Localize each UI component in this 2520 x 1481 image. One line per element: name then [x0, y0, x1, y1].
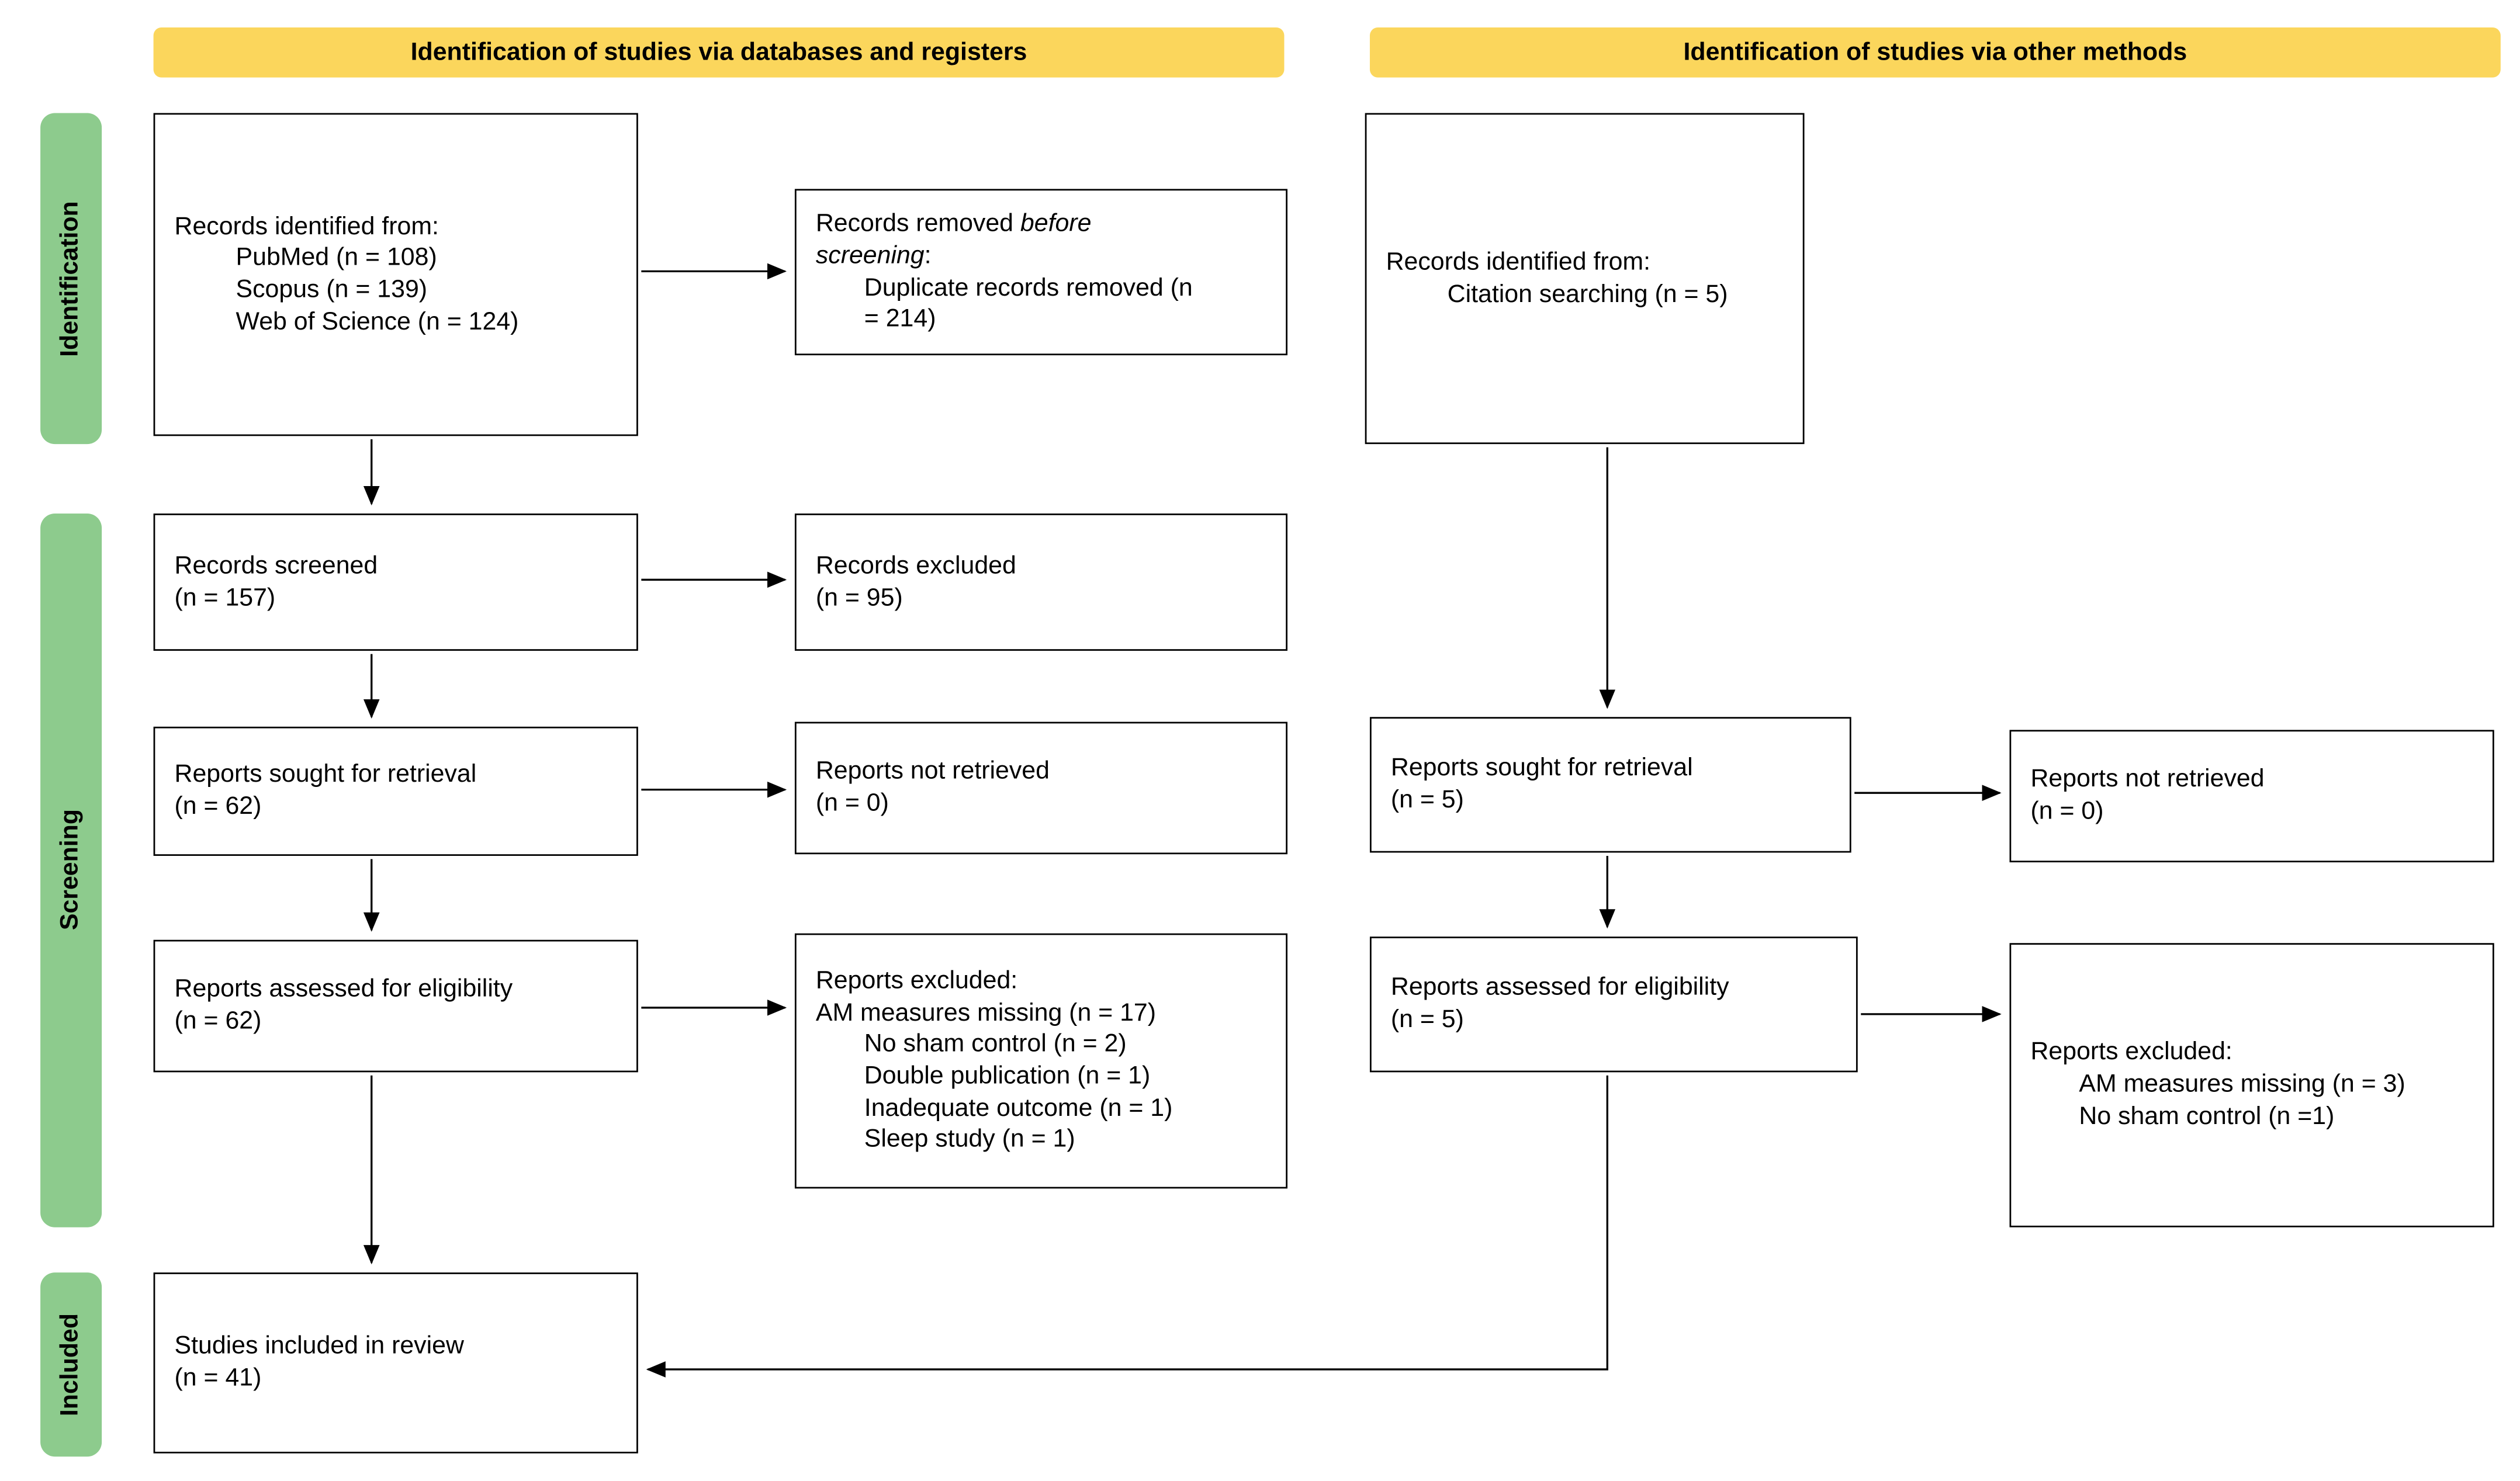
removal-item: Duplicate records removed (n = 214) — [864, 273, 1193, 333]
count: (n = 62) — [174, 793, 262, 821]
label: Studies included in review — [174, 1333, 464, 1361]
count: (n = 0) — [2030, 797, 2104, 826]
box-studies-included — [154, 1272, 638, 1454]
banner-other-methods: Identification of studies via other methods — [1370, 27, 2501, 78]
box-reports-sought-other — [1370, 717, 1851, 852]
source-item: PubMed (n = 108) — [236, 244, 437, 272]
count: (n = 157) — [174, 584, 276, 612]
count: (n = 41) — [174, 1364, 262, 1392]
label: Reports sought for retrieval — [174, 761, 477, 789]
box-records-screened — [154, 514, 638, 651]
box-records-identified-databases — [154, 113, 638, 436]
box-reports-excluded-other — [2010, 943, 2494, 1227]
box-records-removed-before-screening — [795, 189, 1287, 355]
box-reports-assessed-databases — [154, 940, 638, 1073]
count: (n = 0) — [815, 789, 889, 817]
title-suffix: : — [924, 242, 932, 270]
source-item: Scopus (n = 139) — [236, 276, 428, 304]
exclusion-reason: Sleep study (n = 1) — [864, 1126, 1075, 1154]
source-item: Web of Science (n = 124) — [236, 308, 519, 336]
source-item: Citation searching (n = 5) — [1447, 280, 1728, 308]
stage-label-identification: Identification — [40, 113, 102, 444]
label: Reports sought for retrieval — [1390, 754, 1693, 782]
banner-databases-registers: Identification of studies via databases and registers — [154, 27, 1285, 78]
exclusion-reason: No sham control (n = 2) — [864, 1031, 1127, 1059]
box-reports-not-retrieved-other — [2010, 730, 2494, 862]
box-title: Records identified from: — [174, 212, 439, 240]
label: Records screened — [174, 552, 378, 580]
box-title: Reports excluded: — [815, 967, 1018, 995]
box-reports-excluded-databases — [795, 934, 1287, 1189]
box-title: Reports excluded: — [2030, 1039, 2232, 1067]
box-records-identified-other — [1365, 113, 1805, 444]
box-reports-assessed-other — [1370, 937, 1858, 1072]
stage-label-screening: Screening — [40, 514, 102, 1227]
box-title: Records identified from: — [1386, 248, 1651, 276]
label: Reports not retrieved — [815, 758, 1050, 786]
title-emphasis: before screening — [815, 210, 1092, 270]
count: (n = 5) — [1390, 786, 1464, 814]
box-reports-sought-databases — [154, 727, 638, 856]
box-records-excluded — [795, 514, 1287, 651]
label: Reports assessed for eligibility — [174, 976, 513, 1004]
label: Records excluded — [815, 552, 1016, 580]
exclusion-reason: AM measures missing (n = 17) — [815, 999, 1157, 1027]
label: Reports assessed for eligibility — [1390, 974, 1729, 1002]
title-prefix: Records removed — [815, 210, 1020, 238]
count: (n = 95) — [815, 584, 903, 612]
stage-label-included: Included — [40, 1272, 102, 1456]
count: (n = 62) — [174, 1007, 262, 1035]
exclusion-reason: Inadequate outcome (n = 1) — [864, 1094, 1173, 1122]
box-reports-not-retrieved-databases — [795, 722, 1287, 855]
exclusion-reason: AM measures missing (n = 3) — [2079, 1071, 2405, 1099]
exclusion-reason: No sham control (n =1) — [2079, 1102, 2335, 1130]
count: (n = 5) — [1390, 1006, 1464, 1034]
box-title — [816, 209, 1139, 272]
label: Reports not retrieved — [2030, 766, 2265, 794]
exclusion-reason: Double publication (n = 1) — [864, 1062, 1151, 1090]
